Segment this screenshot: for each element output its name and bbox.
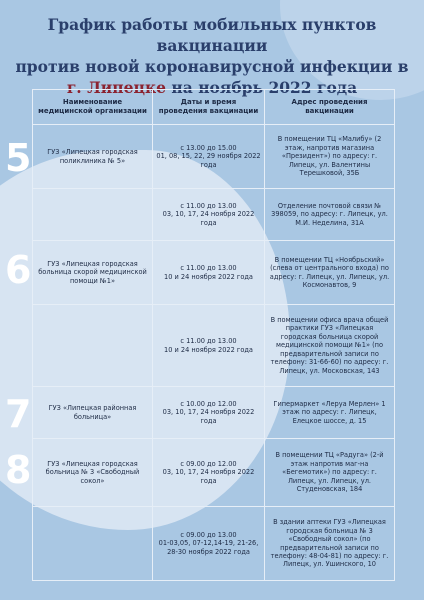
- cell-time: с 13.00 до 15.00: [180, 143, 237, 152]
- table-row: [33, 241, 395, 305]
- cell-address: В помещении офиса врача общей практики ГУЗ «Липецкая городская больница скорой медицинской помощи №1» (по предварительной записи по телефону: 31-66-60) по адресу: г. Липецк, ул. Московская, 143: [265, 305, 395, 387]
- title-line-1: График работы мобильных пунктов вакцинации: [47, 15, 377, 55]
- table-row: [33, 189, 395, 241]
- schedule-table: [32, 89, 395, 581]
- cell-address: В здании аптеки ГУЗ «Липецкая городская больница № 3 «Свободный сокол» (по предварительной записи по телефону: 48-04-81) по адресу: г. Липецк, ул. Ушинского, 10: [265, 507, 395, 581]
- cell-organization: [33, 189, 153, 241]
- cell-dates: [153, 125, 265, 189]
- title-period: на ноябрь 2022 года: [166, 78, 358, 97]
- cell-address: Гипермаркет «Леруа Мерлен» 1 этаж по адресу: г. Липецк, Елецкое шоссе, д. 15: [265, 387, 395, 439]
- cell-organization: ГУЗ «Липецкая городская больница скорой медицинской помощи №1»: [33, 241, 153, 305]
- hospital-number-7: 7: [5, 392, 32, 436]
- cell-date-list: 03, 10, 17, 24 ноября 2022 года: [162, 210, 255, 227]
- table-row: [33, 439, 395, 507]
- cell-time: с 11.00 до 13.00: [180, 264, 237, 273]
- cell-date-list: 10 и 24 ноября 2022 года: [164, 272, 253, 281]
- cell-dates: [153, 387, 265, 439]
- cell-date-list: 01-03,05, 07-12,14-19, 21-26, 28-30 ноября 2022 года: [158, 539, 259, 556]
- cell-time: с 11.00 до 13.00: [180, 201, 237, 210]
- cell-date-list: 03, 10, 17, 24 ноября 2022 года: [162, 468, 255, 485]
- table-row: [33, 305, 395, 387]
- table-row: [33, 125, 395, 189]
- cell-address: В помещении ТЦ «Ноябрьский» (слева от центрального входа) по адресу: г. Липецк, ул. Липецк, ул. Космонавтов, 9: [265, 241, 395, 305]
- cell-address: В помещении ТЦ «Малибу» (2 этаж, напротив магазина «Президент») по адресу: г. Липецк, ул. Валентины Терешковой, 35Б: [265, 125, 395, 189]
- cell-time: с 10.00 до 12.00: [180, 399, 237, 408]
- cell-date-list: 01, 08, 15, 22, 29 ноября 2022 года: [156, 152, 261, 169]
- cell-dates: [153, 507, 265, 581]
- title-line-2: против новой коронавирусной инфекции в: [15, 57, 409, 76]
- column-header-organization: Наименование медицинской организации: [33, 90, 153, 125]
- hospital-number-6: 6: [5, 248, 32, 292]
- column-header-dates: Даты и время проведения вакцинации: [153, 90, 265, 125]
- cell-dates: [153, 439, 265, 507]
- cell-organization: ГУЗ «Липецкая городская больница № 3 «Свободный сокол»: [33, 439, 153, 507]
- cell-dates: [153, 189, 265, 241]
- table-header-row: [33, 90, 395, 125]
- cell-organization: ГУЗ «Липецкая городская поликлиника № 5»: [33, 125, 153, 189]
- page-title: [0, 14, 424, 98]
- cell-date-list: 10 и 24 ноября 2022 года: [164, 345, 253, 354]
- hospital-number-8: 8: [5, 448, 32, 492]
- cell-dates: [153, 241, 265, 305]
- cell-time: с 09.00 до 13.00: [180, 530, 237, 539]
- cell-dates: [153, 305, 265, 387]
- title-city: г. Липецке: [66, 78, 167, 97]
- cell-organization: ГУЗ «Липецкая районная больница»: [33, 387, 153, 439]
- cell-address: Отделение почтовой связи № 398059, по адресу: г. Липецк, ул. М.И. Неделина, 31А: [265, 189, 395, 241]
- cell-date-list: 03, 10, 17, 24 ноября 2022 года: [162, 408, 255, 425]
- table-row: [33, 507, 395, 581]
- table-row: [33, 387, 395, 439]
- cell-organization: [33, 305, 153, 387]
- cell-time: с 09.00 до 12.00: [180, 459, 237, 468]
- polyclinic-number-5: 5: [5, 136, 32, 180]
- column-header-address: Адрес проведения вакцинации: [265, 90, 395, 125]
- cell-organization: [33, 507, 153, 581]
- cell-address: В помещении ТЦ «Радуга» (2-й этаж напротив маг-на «Бегемотик») по адресу: г. Липецк, ул. Липецк, ул. Студеновская, 184: [265, 439, 395, 507]
- cell-time: с 11.00 до 13.00: [180, 337, 237, 346]
